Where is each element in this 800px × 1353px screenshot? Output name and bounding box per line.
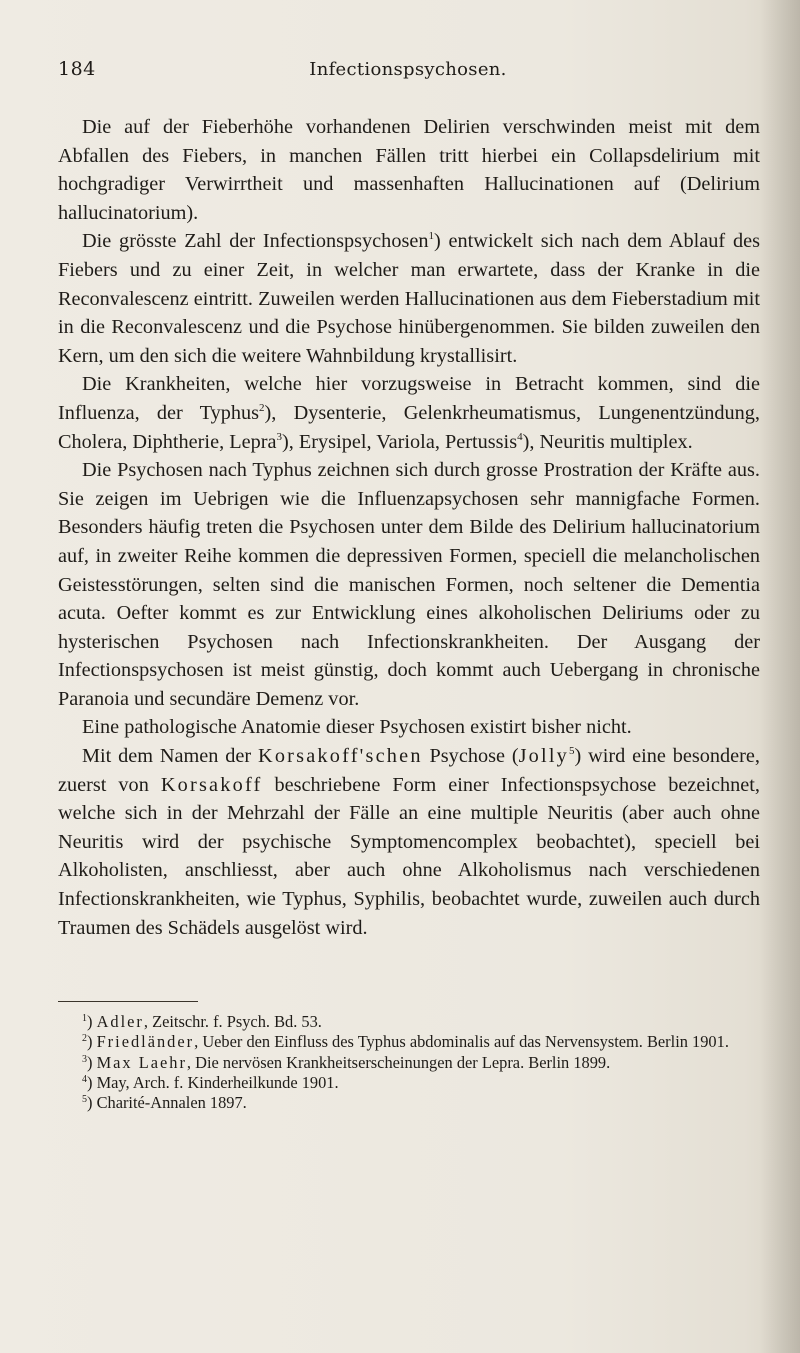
footnote-2: $^2$) Friedländer, Ueber den Einfluss des Typhus abdominalis auf das Nervensystem. Berlin 1901. bbox=[82, 1032, 729, 1052]
footnote-5: $^5$) Charité-Annalen 1897. bbox=[82, 1093, 247, 1113]
paragraph-4: Die Psychosen nach Typhus zeichnen sich durch grosse Prostration der Kräfte aus. Sie zeigen im Uebrigen wie die Influenzapsychosen sehr mannigfache Formen. Besonders häufig treten die Psychosen unter dem Bilde des Delirium hallucinatorium auf, in zweiter Reihe kommen die depressiven Formen, speciell die melancholischen Geistesstörungen, selten sind die manischen Formen, noch seltener die Dementia acuta. Oefter kommt es zur Entwicklung eines alkoholischen Deliriums oder zu hysterischen Psychosen nach Infectionskrankheiten. Der Ausgang der Infectionspsychosen ist meist günstig, doch kommt auch Uebergang in chronische Paranoia und secundäre Demenz vor. bbox=[58, 459, 760, 710]
footnotes bbox=[58, 1012, 760, 1113]
footnote-ref: 2 bbox=[259, 401, 265, 414]
paragraph-6: Mit dem Namen der Korsakoff'schen Psychose (Jolly$^5$) wird eine besondere, zuerst von Korsakoff beschriebene Form einer Infectionspsychose bezeichnet, welche sich in der Mehrzahl der Fälle an eine multiple Neuritis (aber auch ohne Neuritis wird der psychische Symptomencomplex beobachtet), speciell bei Alkoholisten, anschliesst, aber auch ohne Alkoholismus nach verschiedenen Infectionskrankheiten, wie Typhus, Syphilis, beobachtet wurde, zuweilen auch durch Traumen des Schädels ausgelöst wird. bbox=[58, 745, 760, 939]
author-name: Jolly bbox=[518, 745, 570, 768]
footnote-4: $^4$) May, Arch. f. Kinderheilkunde 1901. bbox=[82, 1072, 339, 1092]
author-name: Korsakoff bbox=[160, 773, 263, 796]
paragraph-2: Die grösste Zahl der Infectionspsychosen$^1$) entwickelt sich nach dem Ablauf des Fiebers und zu einer Zeit, in welcher man erwartete, dass der Kranke in die Reconvalescenz eintritt. Zuweilen werden Hallucinationen aus dem Fieberstadium mit in die Reconvalescenz und die Psychose hinübergenommen. Sie bilden zuweilen den Kern, um den sich die weitere Wahnbildung krystallisirt. bbox=[58, 230, 760, 367]
author-name: Korsakoff'schen bbox=[257, 745, 423, 768]
footnote-ref: 4 bbox=[517, 430, 523, 443]
footnote-3: $^3$) Max Laehr, Die nervösen Krankheitserscheinungen der Lepra. Berlin 1899. bbox=[82, 1052, 611, 1072]
paragraph-3: Die Krankheiten, welche hier vorzugsweise in Betracht kommen, sind die Influenza, der Typhus$^2$), Dysenterie, Gelenkrheumatismus, Lungenentzündung, Cholera, Diphtherie, Lepra$^3$), Erysipel, Variola, Pertussis$^4$), Neuritis multiplex. bbox=[58, 373, 760, 453]
paragraph-1: Die auf der Fieberhöhe vorhandenen Delirien verschwinden meist mit dem Abfallen des Fiebers, in manchen Fällen tritt hierbei ein Collapsdelirium mit hochgradiger Verwirrtheit und massenhaften Hallucinationen auf (Delirium hallucinatorium). bbox=[58, 116, 760, 224]
page-number: 184 bbox=[58, 58, 96, 80]
footnote-rule bbox=[58, 1001, 198, 1002]
paragraph-5: Eine pathologische Anatomie dieser Psychosen existirt bisher nicht. bbox=[82, 716, 632, 739]
page-edge-shadow bbox=[760, 0, 800, 1353]
footnote-1: $^1$) Adler, Zeitschr. f. Psych. Bd. 53. bbox=[82, 1012, 322, 1031]
footnote-ref: 1 bbox=[428, 230, 434, 243]
body-text bbox=[58, 113, 760, 942]
footnote-ref: 5 bbox=[569, 745, 575, 758]
page-header bbox=[58, 58, 758, 90]
running-title: Infectionspsychosen. bbox=[309, 59, 507, 80]
footnote-ref: 3 bbox=[276, 430, 282, 443]
